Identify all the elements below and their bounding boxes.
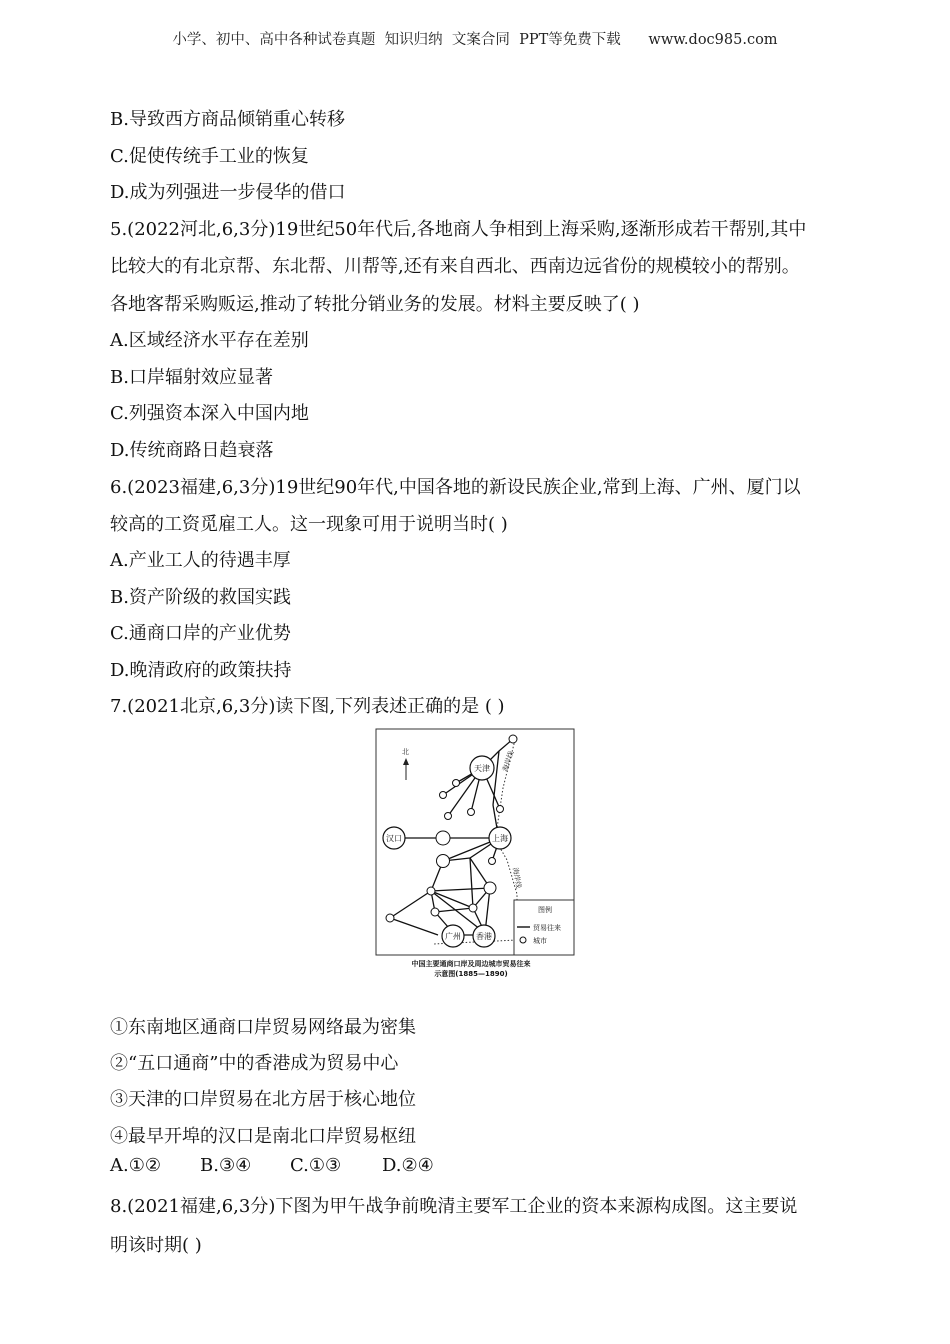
q7-choice-b: B.③④ <box>200 1155 252 1176</box>
map-legend <box>514 900 574 955</box>
legend-city: 城市 <box>533 937 547 945</box>
svg-text:广州: 广州 <box>445 932 461 941</box>
city-shanghai <box>489 827 511 849</box>
svg-text:汉口: 汉口 <box>386 834 402 843</box>
q5-option-c: C.列强资本深入中国内地 <box>110 403 309 424</box>
map-caption-line2: 示意图(1885—1890) <box>434 970 508 978</box>
trade-map-figure <box>375 728 577 978</box>
q8-stem-line2: 明该时期( ) <box>110 1235 202 1256</box>
q6-option-a: A.产业工人的待遇丰厚 <box>110 550 291 571</box>
q5-stem-line1: 5.(2022河北,6,3分)19世纪50年代后,各地商人争相到上海采购,逐渐形成若干帮别,其中 <box>110 219 807 240</box>
q6-option-b: B.资产阶级的救国实践 <box>110 587 291 608</box>
city-hankou <box>383 827 405 849</box>
svg-text:上海: 上海 <box>492 834 508 843</box>
svg-text:香港: 香港 <box>476 932 492 941</box>
q6-option-d: D.晚清政府的政策扶持 <box>110 660 292 681</box>
city-hongkong <box>473 925 495 947</box>
q6-option-c: C.通商口岸的产业优势 <box>110 623 291 644</box>
q8-stem-line1: 8.(2021福建,6,3分)下图为甲午战争前晚清主要军工企业的资本来源构成图。这主要说 <box>110 1196 798 1217</box>
q7-statement-1: ①东南地区通商口岸贸易网络最为密集 <box>110 1017 416 1038</box>
q5-stem-line3: 各地客帮采购贩运,推动了转批分销业务的发展。材料主要反映了( ) <box>110 294 640 315</box>
coast-label-south: 海岸线 <box>511 866 523 890</box>
q4-option-d: D.成为列强进一步侵华的借口 <box>110 182 346 203</box>
legend-trade: 贸易往来 <box>533 924 561 932</box>
q7-statement-3: ③天津的口岸贸易在北方居于核心地位 <box>110 1089 416 1110</box>
q5-option-b: B.口岸辐射效应显著 <box>110 367 273 388</box>
legend-circle-icon <box>520 937 526 943</box>
legend-title: 图例 <box>538 906 552 914</box>
q7-choice-a: A.①② <box>110 1155 161 1176</box>
svg-text:天津: 天津 <box>474 764 490 773</box>
q5-option-d: D.传统商路日趋衰落 <box>110 440 274 461</box>
q4-option-c: C.促使传统手工业的恢复 <box>110 146 309 167</box>
q7-statement-4: ④最早开埠的汉口是南北口岸贸易枢纽 <box>110 1126 416 1147</box>
city-tianjin <box>470 756 494 780</box>
q7-choice-d: D.②④ <box>382 1155 434 1176</box>
page-header: 小学、初中、高中各种试卷真题 知识归纳 文案合同 PPT等免费下载 www.doc985.com <box>172 32 778 48</box>
coast-label-north: 海岸线 <box>501 750 516 773</box>
q7-statement-2: ②“五口通商”中的香港成为贸易中心 <box>110 1053 399 1074</box>
city-guangzhou <box>442 925 464 947</box>
q5-stem-line2: 比较大的有北京帮、东北帮、川帮等,还有来自西北、西南边远省份的规模较小的帮别。 <box>110 256 800 277</box>
map-caption-line1: 中国主要通商口岸及周边城市贸易往来 <box>411 960 531 968</box>
north-label: 北 <box>402 748 409 756</box>
q7-stem: 7.(2021北京,6,3分)读下图,下列表述正确的是 ( ) <box>110 696 505 717</box>
q4-option-b: B.导致西方商品倾销重心转移 <box>110 109 345 130</box>
q5-option-a: A.区域经济水平存在差别 <box>110 330 309 351</box>
q7-choice-c: C.①③ <box>290 1155 342 1176</box>
q6-stem-line1: 6.(2023福建,6,3分)19世纪90年代,中国各地的新设民族企业,常到上海、广州、厦门以 <box>110 477 801 498</box>
q7-choices <box>110 1155 434 1176</box>
q6-stem-line2: 较高的工资觅雇工人。这一现象可用于说明当时( ) <box>110 514 508 535</box>
